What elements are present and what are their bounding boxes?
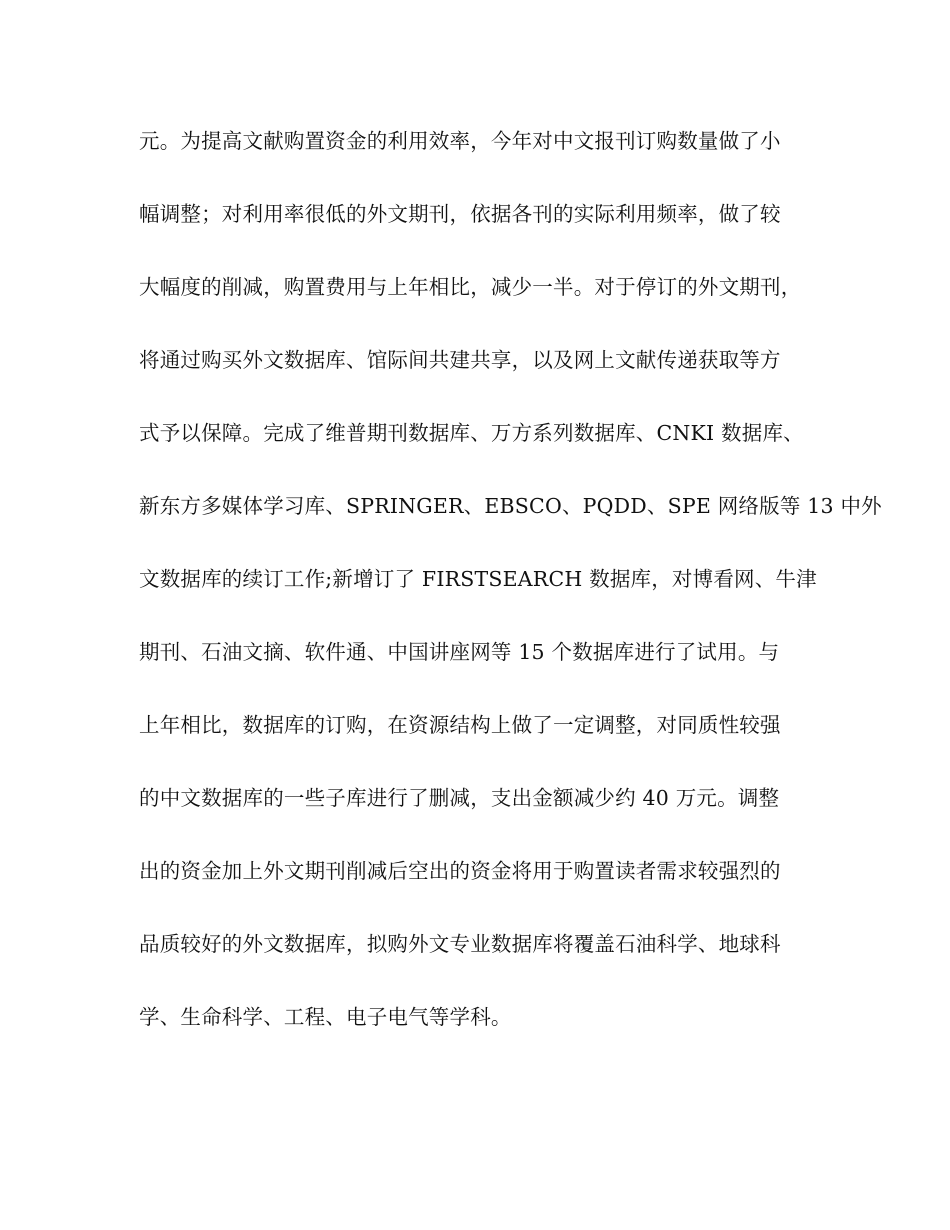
text-line: 新东方多媒体学习库、SPRINGER、EBSCO、PQDD、SPE 网络版等 13 中外 <box>139 494 882 518</box>
text-line: 元。为提高文献购置资金的利用效率，今年对中文报刊订购数量做了小 <box>139 129 781 153</box>
text-line: 大幅度的削减，购置费用与上年相比，减少一半。对于停订的外文期刊， <box>139 275 802 299</box>
text-line: 上年相比，数据库的订购，在资源结构上做了一定调整，对同质性较强 <box>139 713 781 737</box>
body-paragraph <box>139 126 882 1075</box>
text-line: 出的资金加上外文期刊削减后空出的资金将用于购置读者需求较强烈的 <box>139 859 781 883</box>
text-line: 学、生命科学、工程、电子电气等学科。 <box>139 1005 512 1029</box>
text-line: 文数据库的续订工作;新增订了 FIRSTSEARCH 数据库，对博看网、牛津 <box>139 567 817 591</box>
text-line: 期刊、石油文摘、软件通、中国讲座网等 15 个数据库进行了试用。与 <box>139 640 780 664</box>
text-line: 品质较好的外文数据库，拟购外文专业数据库将覆盖石油科学、地球科 <box>139 932 781 956</box>
text-line: 的中文数据库的一些子库进行了删减，支出金额减少约 40 万元。调整 <box>139 786 780 810</box>
text-line: 将通过购买外文数据库、馆际间共建共享，以及网上文献传递获取等方 <box>139 348 781 372</box>
text-line: 幅调整；对利用率很低的外文期刊，依据各刊的实际利用频率，做了较 <box>139 202 781 226</box>
text-line: 式予以保障。完成了维普期刊数据库、万方系列数据库、CNKI 数据库、 <box>139 421 804 445</box>
